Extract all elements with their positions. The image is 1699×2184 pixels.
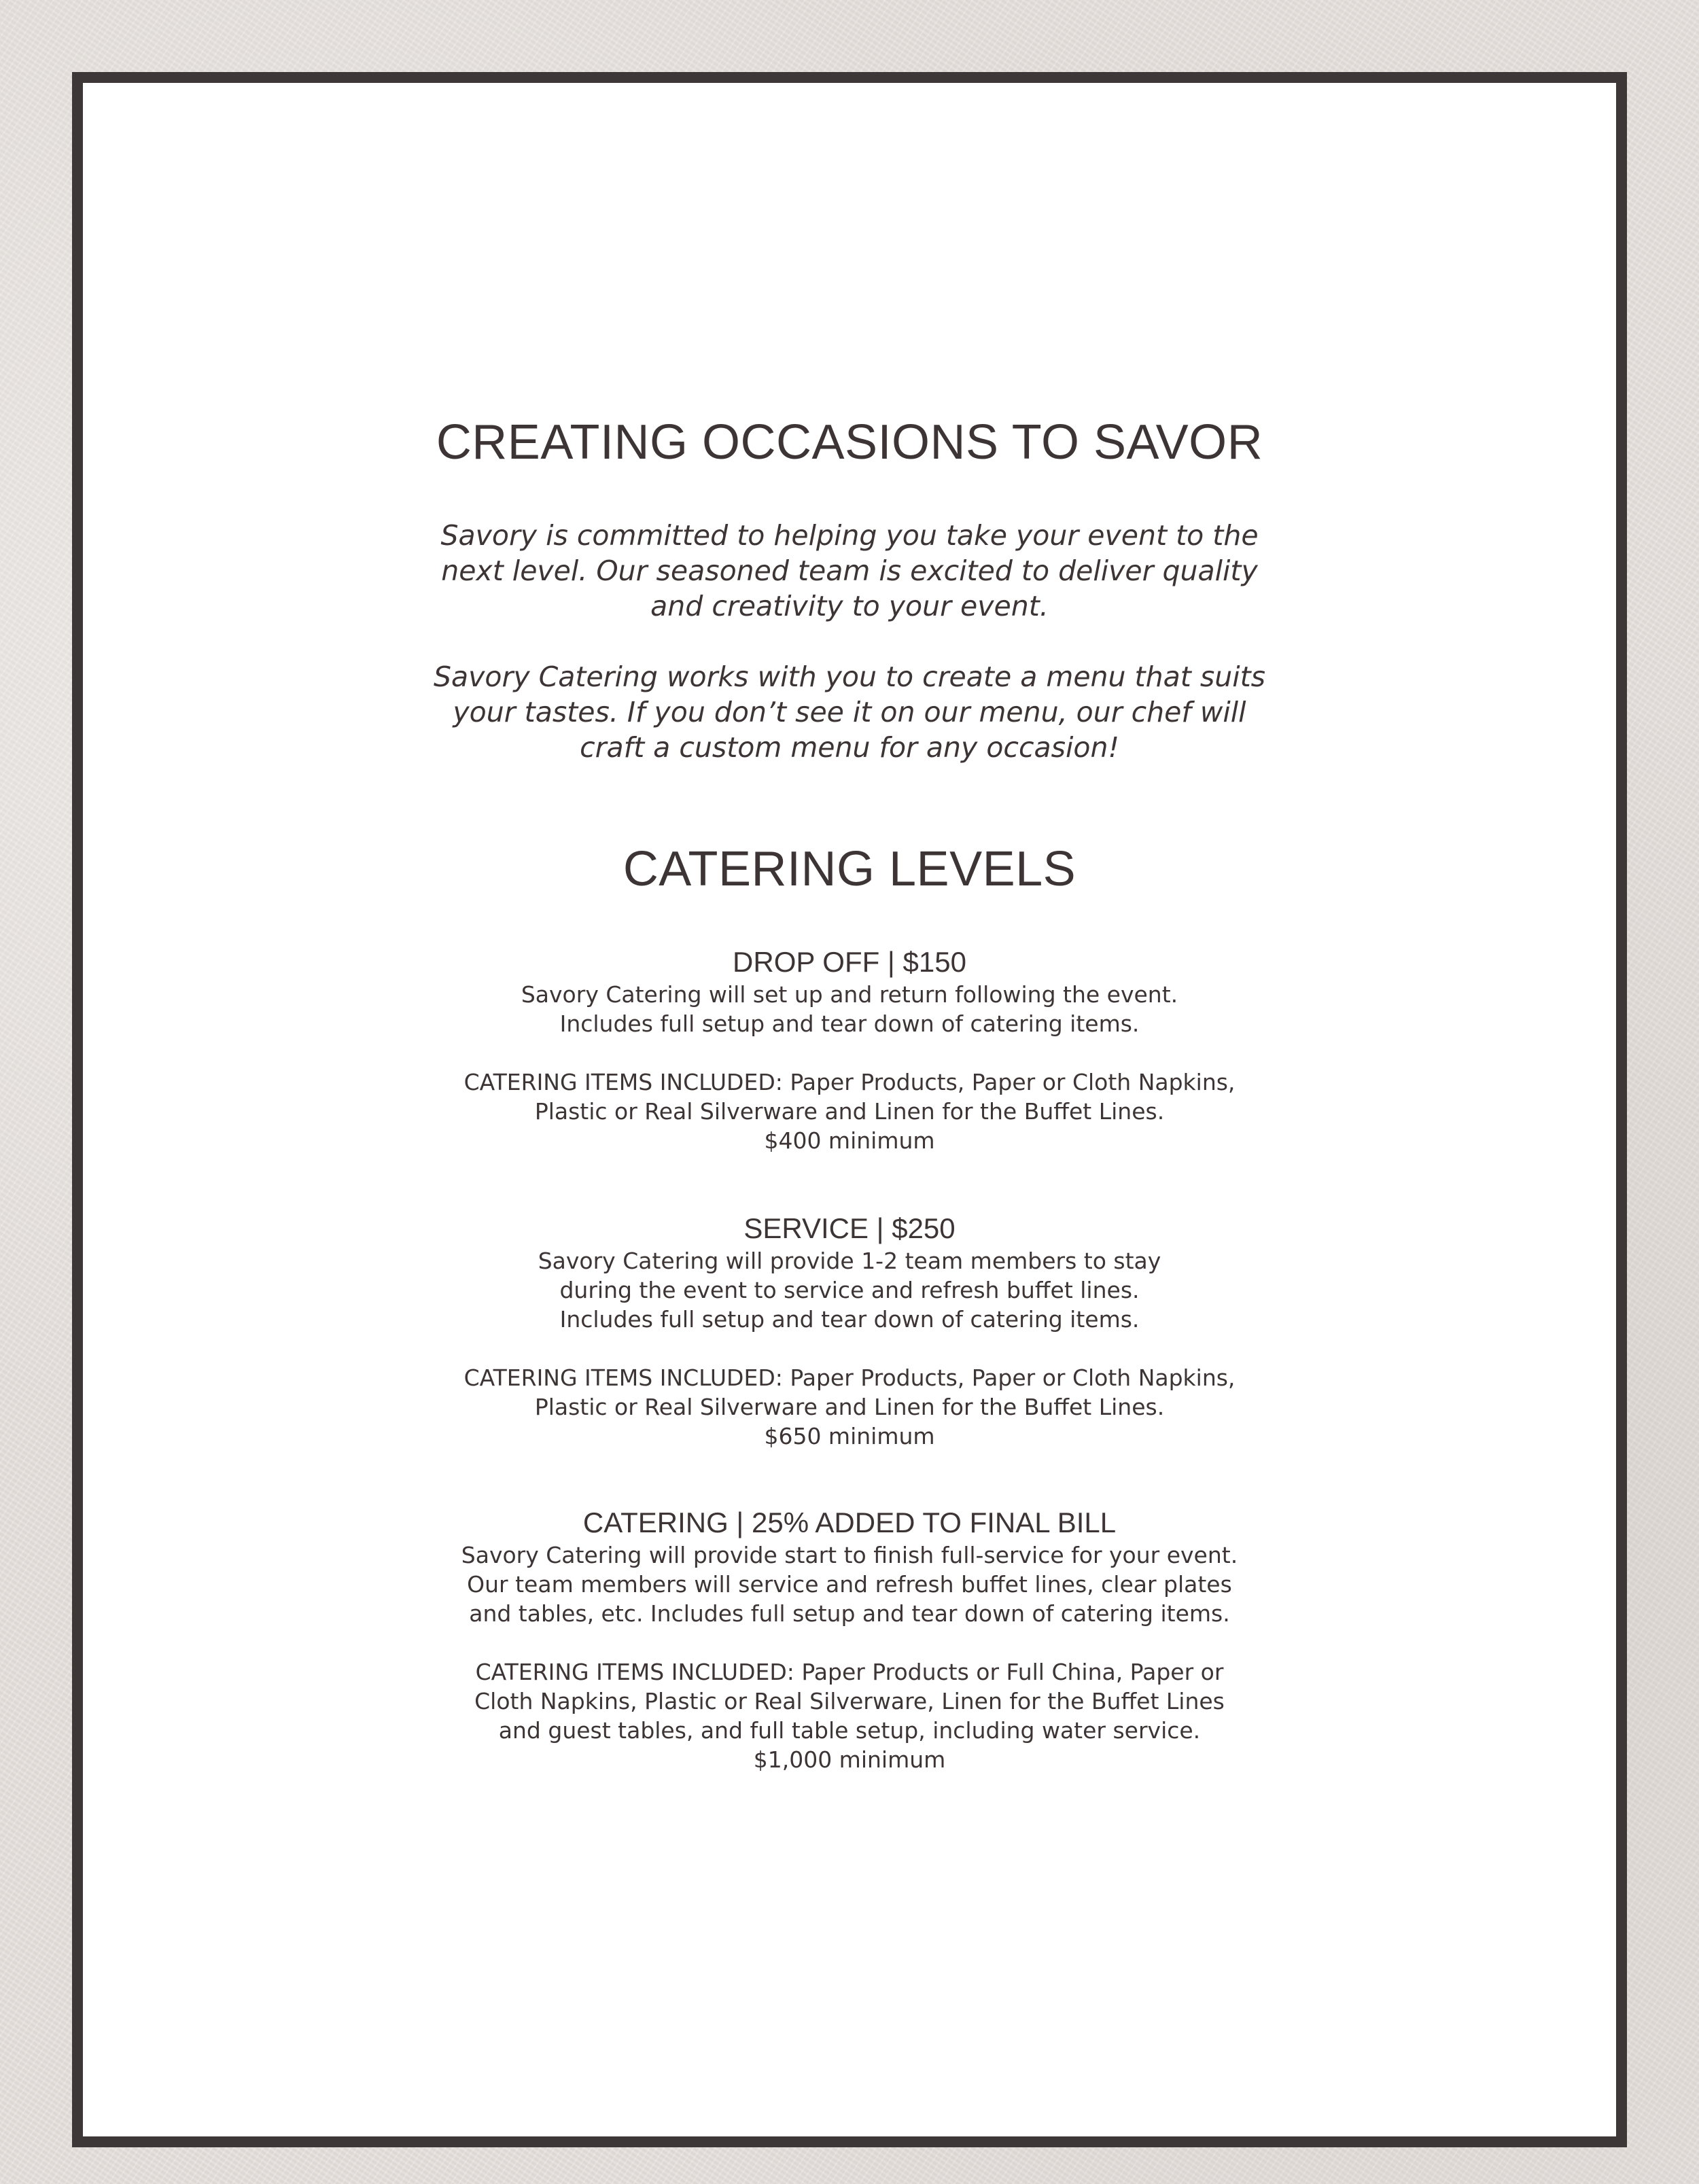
items-line: Plastic or Real Silverware and Linen for the Buffet Lines. xyxy=(534,1098,1165,1125)
items-line: Plastic or Real Silverware and Linen for the Buffet Lines. xyxy=(534,1394,1165,1420)
items-line: CATERING ITEMS INCLUDED: Paper Products or Full China, Paper or xyxy=(475,1659,1224,1685)
intro-line: next level. Our seasoned team is excited to deliver quality xyxy=(441,554,1258,587)
intro-line: craft a custom menu for any occasion! xyxy=(580,731,1119,764)
level-description xyxy=(83,1540,1616,1628)
catering-level-service xyxy=(83,1211,1616,1451)
level-description xyxy=(83,1246,1616,1334)
level-title: CATERING | 25% ADDED TO FINAL BILL xyxy=(582,1507,1117,1538)
level-description xyxy=(83,980,1616,1038)
level-items-included xyxy=(83,1363,1616,1422)
level-minimum: $650 minimum xyxy=(764,1423,935,1449)
intro-line: your tastes. If you don’t see it on our menu, our chef will xyxy=(453,696,1246,728)
intro-line: and creativity to your event. xyxy=(650,590,1049,622)
level-minimum: $1,000 minimum xyxy=(753,1746,946,1773)
description-line: Includes full setup and tear down of catering items. xyxy=(559,1010,1140,1037)
main-heading: CREATING OCCASIONS TO SAVOR xyxy=(436,415,1263,470)
catering-level-drop-off xyxy=(83,945,1616,1155)
levels-heading: CATERING LEVELS xyxy=(623,842,1076,896)
intro-line: Savory is committed to helping you take your event to the xyxy=(440,519,1259,552)
description-line: Includes full setup and tear down of catering items. xyxy=(559,1306,1140,1333)
description-line: and tables, etc. Includes full setup and tear down of catering items. xyxy=(469,1600,1230,1627)
level-minimum: $400 minimum xyxy=(764,1127,935,1154)
level-items-included xyxy=(83,1068,1616,1126)
items-line: Cloth Napkins, Plastic or Real Silverware, Linen for the Buffet Lines xyxy=(474,1688,1225,1714)
level-items-included xyxy=(83,1657,1616,1745)
description-line: Our team members will service and refresh buffet lines, clear plates xyxy=(467,1571,1232,1598)
description-line: Savory Catering will provide 1-2 team members to stay xyxy=(538,1248,1161,1274)
description-line: Savory Catering will provide start to finish full-service for your event. xyxy=(461,1542,1238,1568)
description-line: during the event to service and refresh buffet lines. xyxy=(559,1277,1140,1303)
items-line: CATERING ITEMS INCLUDED: Paper Products, Paper or Cloth Napkins, xyxy=(463,1364,1236,1391)
intro-paragraph-1 xyxy=(83,518,1616,624)
description-line: Savory Catering will set up and return following the event. xyxy=(521,981,1178,1008)
intro-line: Savory Catering works with you to create a menu that suits xyxy=(433,661,1266,693)
level-title: DROP OFF | $150 xyxy=(733,946,966,978)
catering-level-catering xyxy=(83,1505,1616,1774)
items-line: and guest tables, and full table setup, including water service. xyxy=(498,1717,1201,1744)
page-frame xyxy=(72,72,1627,2147)
level-title: SERVICE | $250 xyxy=(743,1212,956,1244)
items-line: CATERING ITEMS INCLUDED: Paper Products, Paper or Cloth Napkins, xyxy=(463,1069,1236,1095)
intro-paragraph-2 xyxy=(83,659,1616,765)
